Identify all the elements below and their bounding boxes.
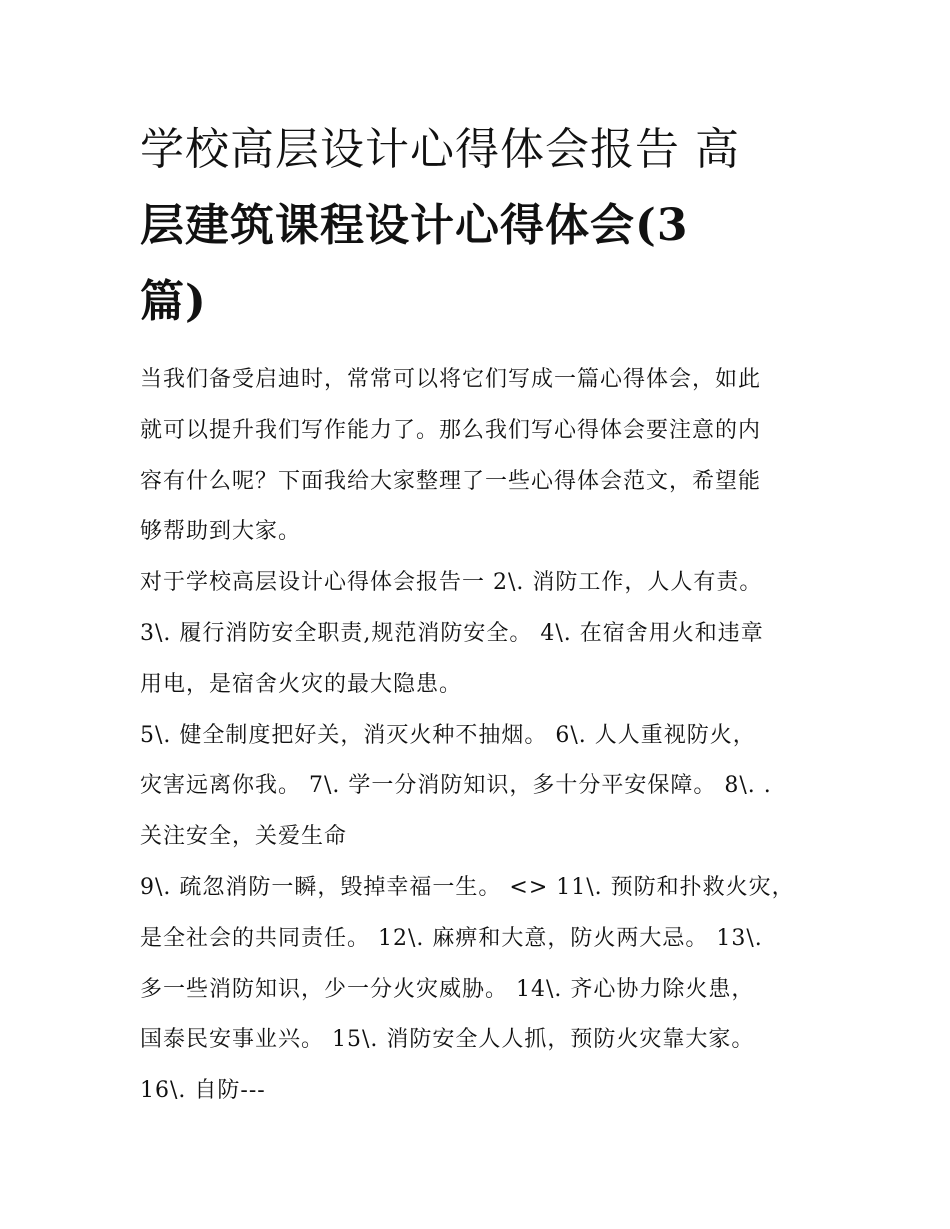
document-title	[140, 112, 820, 340]
slogan-paragraph-1	[140, 558, 820, 710]
text-line: 5\. 健全制度把好关，消灭火种不抽烟。 6\. 人人重视防火，	[140, 722, 756, 748]
text-line: 国泰民安事业兴。 15\. 消防安全人人抓，预防火灾靠大家。	[140, 1027, 755, 1053]
text-line: 容有什么呢？下面我给大家整理了一些心得体会范文，希望能	[140, 468, 762, 494]
text-line: 关注安全，关爱生命	[140, 824, 348, 850]
title-line-3: 篇)	[140, 276, 207, 327]
title-line-1: 学校高层设计心得体会报告 高	[140, 124, 740, 175]
text-line: 多一些消防知识，少一分火灾威胁。 14\. 齐心协力除火患，	[140, 976, 755, 1002]
title-line-2: 层建筑课程设计心得体会(3	[140, 200, 689, 251]
text-line: 16\. 自防---	[140, 1078, 266, 1104]
text-line: 是全社会的共同责任。 12\. 麻痹和大意，防火两大忌。 13\.	[140, 925, 763, 951]
text-line: 就可以提升我们写作能力了。那么我们写心得体会要注意的内	[140, 417, 762, 443]
slogan-paragraph-2	[140, 711, 820, 863]
slogan-paragraph-3	[140, 863, 820, 1117]
text-line: 用电，是宿舍火灾的最大隐患。	[140, 671, 463, 697]
text-line: 9\. 疏忽消防一瞬，毁掉幸福一生。 <> 11\. 预防和扑救火灾，	[140, 874, 795, 900]
text-line: 当我们备受启迪时，常常可以将它们写成一篇心得体会，如此	[140, 367, 762, 392]
text-line: 对于学校高层设计心得体会报告一 2\. 消防工作，人人有责。	[140, 570, 763, 596]
text-line: 3\. 履行消防安全职责,规范消防安全。 4\. 在宿舍用火和违章	[140, 620, 764, 646]
text-line: 够帮助到大家。	[140, 519, 302, 545]
intro-paragraph	[140, 355, 820, 558]
document-body	[140, 355, 820, 1117]
text-line: 灾害远离你我。 7\. 学一分消防知识，多十分平安保障。 8\. .	[140, 773, 772, 799]
